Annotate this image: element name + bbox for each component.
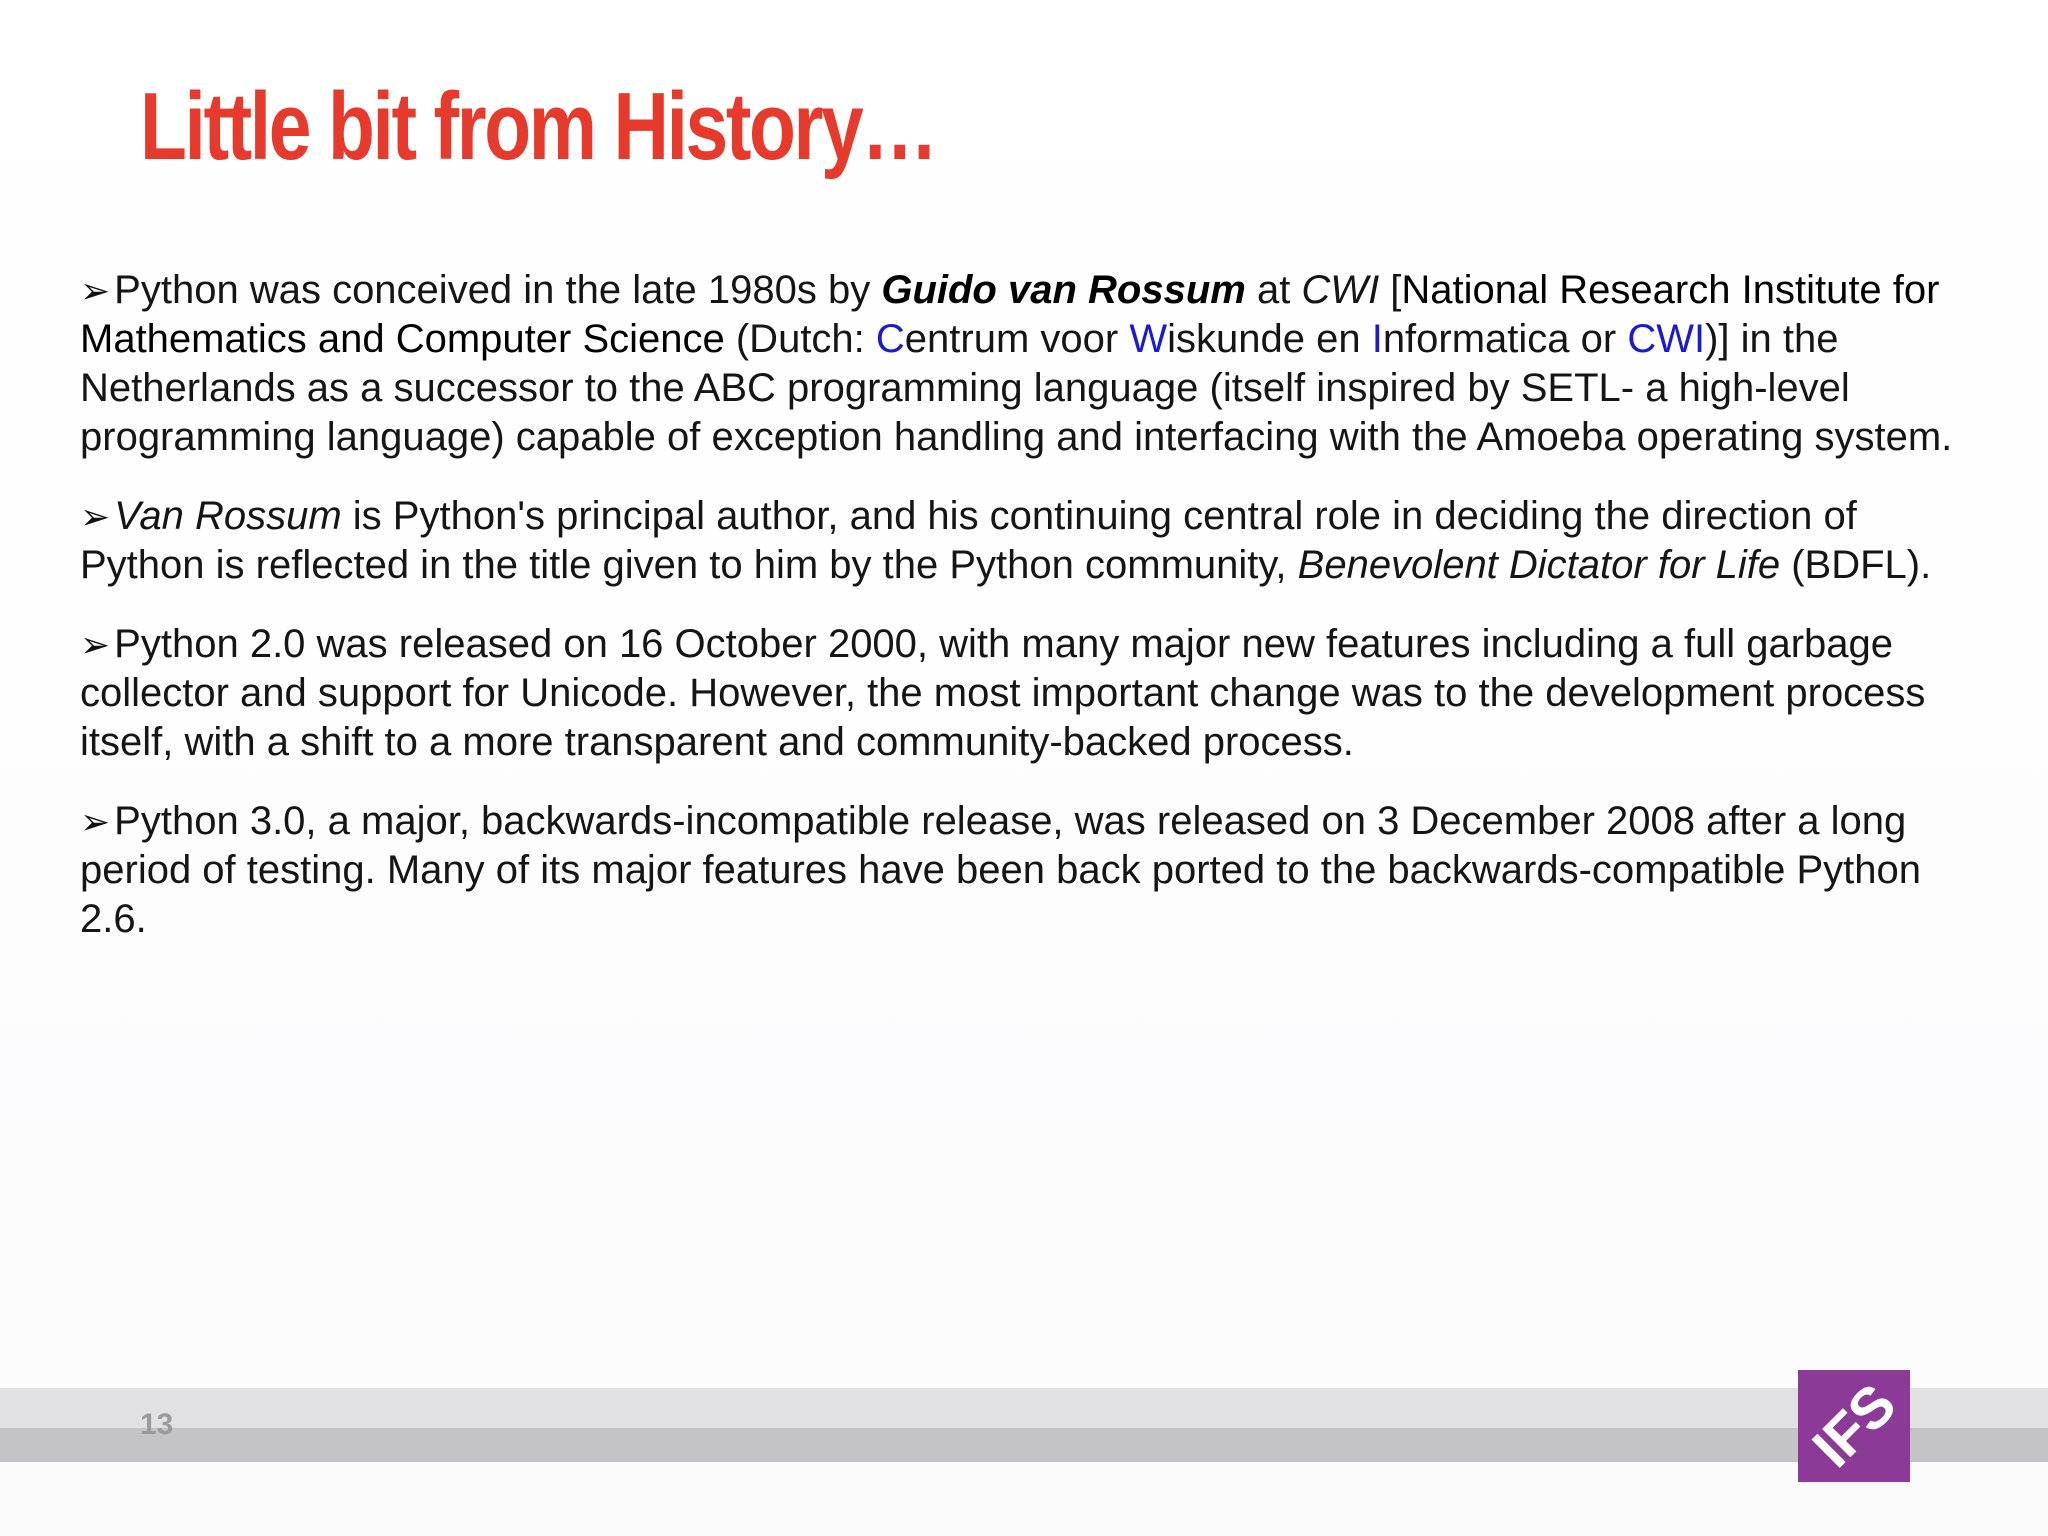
text-run: Python 2.0 was released on 16 October 2000, with many major new features including a full garbage collector and support for Unicode. However, the most important change was to the development process itself, with a shift to a more transparent and community-backed process. <box>80 622 1926 764</box>
author-name: Guido van Rossum <box>881 268 1246 312</box>
text-run: nformatica or <box>1382 317 1628 361</box>
cwi-abbrev: CWI <box>1301 268 1380 312</box>
acronym-letter-i: I <box>1371 317 1383 361</box>
arrow-bullet-icon: ➢ <box>80 624 111 665</box>
footer-band-dark <box>0 1428 2048 1462</box>
slide-body <box>80 266 1980 974</box>
cwi-link[interactable]: CWI <box>1627 317 1706 361</box>
text-run: (Dutch: <box>724 317 876 361</box>
arrow-bullet-icon: ➢ <box>80 801 111 842</box>
text-run: iskunde en <box>1167 317 1372 361</box>
text-run: [ <box>1379 268 1402 312</box>
ifs-logo <box>1798 1370 1910 1482</box>
text-run: is Python's principal author, and his continuing central role in deciding the direction of Python is reflected in the title given to him by the Python community, <box>80 494 1857 587</box>
institute-name: National Research Institute for Mathematics and Computer Science <box>80 268 1940 361</box>
text-run: )] in the Netherlands as a successor to the ABC programming language (itself inspired by SETL- a high-level programming language) capable of exception handling and interfacing with the Amoeba operating system. <box>80 317 1953 459</box>
acronym-letter-c: C <box>875 317 905 361</box>
page-number: 13 <box>140 1408 174 1441</box>
paragraph-origin <box>80 266 1980 462</box>
text-run: entrum voor <box>904 317 1130 361</box>
author-name: Van Rossum <box>114 494 342 538</box>
footer-band-light <box>0 1388 2048 1428</box>
paragraph-author <box>80 492 1980 590</box>
text-run: at <box>1245 268 1302 312</box>
text-run: (BDFL). <box>1780 543 1932 587</box>
logo-text: IFS <box>1800 1372 1908 1480</box>
acronym-letter-w: W <box>1129 317 1168 361</box>
slide-title: Little bit from History… <box>140 73 936 180</box>
arrow-bullet-icon: ➢ <box>80 496 111 537</box>
arrow-bullet-icon: ➢ <box>80 270 111 311</box>
paragraph-python3 <box>80 797 1980 944</box>
text-run: Python was conceived in the late 1980s by <box>114 268 882 312</box>
paragraph-python2 <box>80 620 1980 767</box>
text-run: Python 3.0, a major, backwards-incompatible release, was released on 3 December 2008 after a long period of testing. Many of its major features have been back ported to the backwards-compatible Python 2.6. <box>80 799 1922 941</box>
bdfl-title: Benevolent Dictator for Life <box>1297 543 1781 587</box>
